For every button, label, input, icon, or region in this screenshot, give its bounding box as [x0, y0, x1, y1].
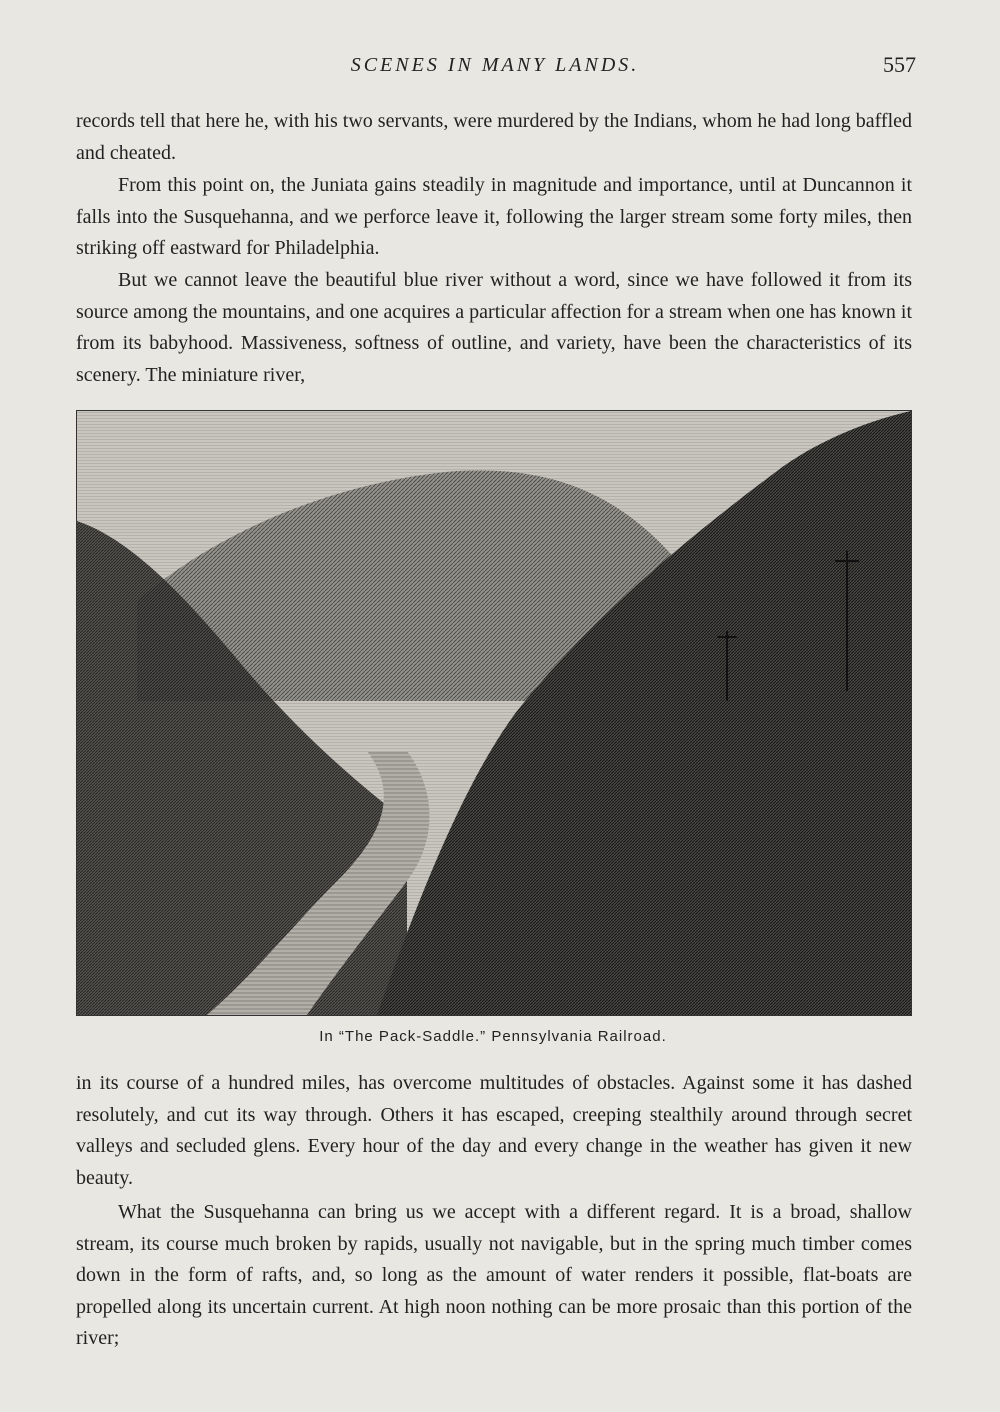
- paragraph-5: What the Susquehanna can bring us we accept with a different regard. It is a broad, shallow stream, its course much broken by rapids, usually not navigable, but in the spring much timber comes down in the form of rafts, and, so long as the amount of water renders it possible, flat-boats are propelled along its uncertain current. At high noon nothing can be more prosaic than this portion of the river;: [76, 1201, 912, 1349]
- running-title: SCENES IN MANY LANDS.: [350, 54, 640, 76]
- paragraph-1: records tell that here he, with his two servants, were murdered by the Indians, whom he had long baffled and cheated.: [76, 110, 912, 164]
- paragraph-4: in its course of a hundred miles, has overcome multitudes of obstacles. Against some it has dashed resolutely, and cut its way through. Others it has escaped, creeping stealthily around through secret valleys and secluded glens. Every hour of the day and every change in the weather has given it new beauty.: [76, 1072, 912, 1189]
- engraving-illustration: [76, 410, 912, 1016]
- page-header: [70, 52, 920, 86]
- page-number: 557: [883, 52, 916, 77]
- paragraph-3: But we cannot leave the beautiful blue river without a word, since we have followed it from its source among the mountains, and one acquires a particular affection for a stream when one has known it from its babyhood. Massiveness, softness of outline, and variety, have been the characteristics of its scenery. The miniature river,: [76, 269, 912, 386]
- figure-caption: In “The Pack-Saddle.” Pennsylvania Railroad.: [319, 1028, 667, 1045]
- paragraph-2: From this point on, the Juniata gains steadily in magnitude and importance, until at Duncannon it falls into the Susquehanna, and we perforce leave it, following the larger stream some forty miles, then striking off eastward for Philadelphia.: [76, 174, 912, 259]
